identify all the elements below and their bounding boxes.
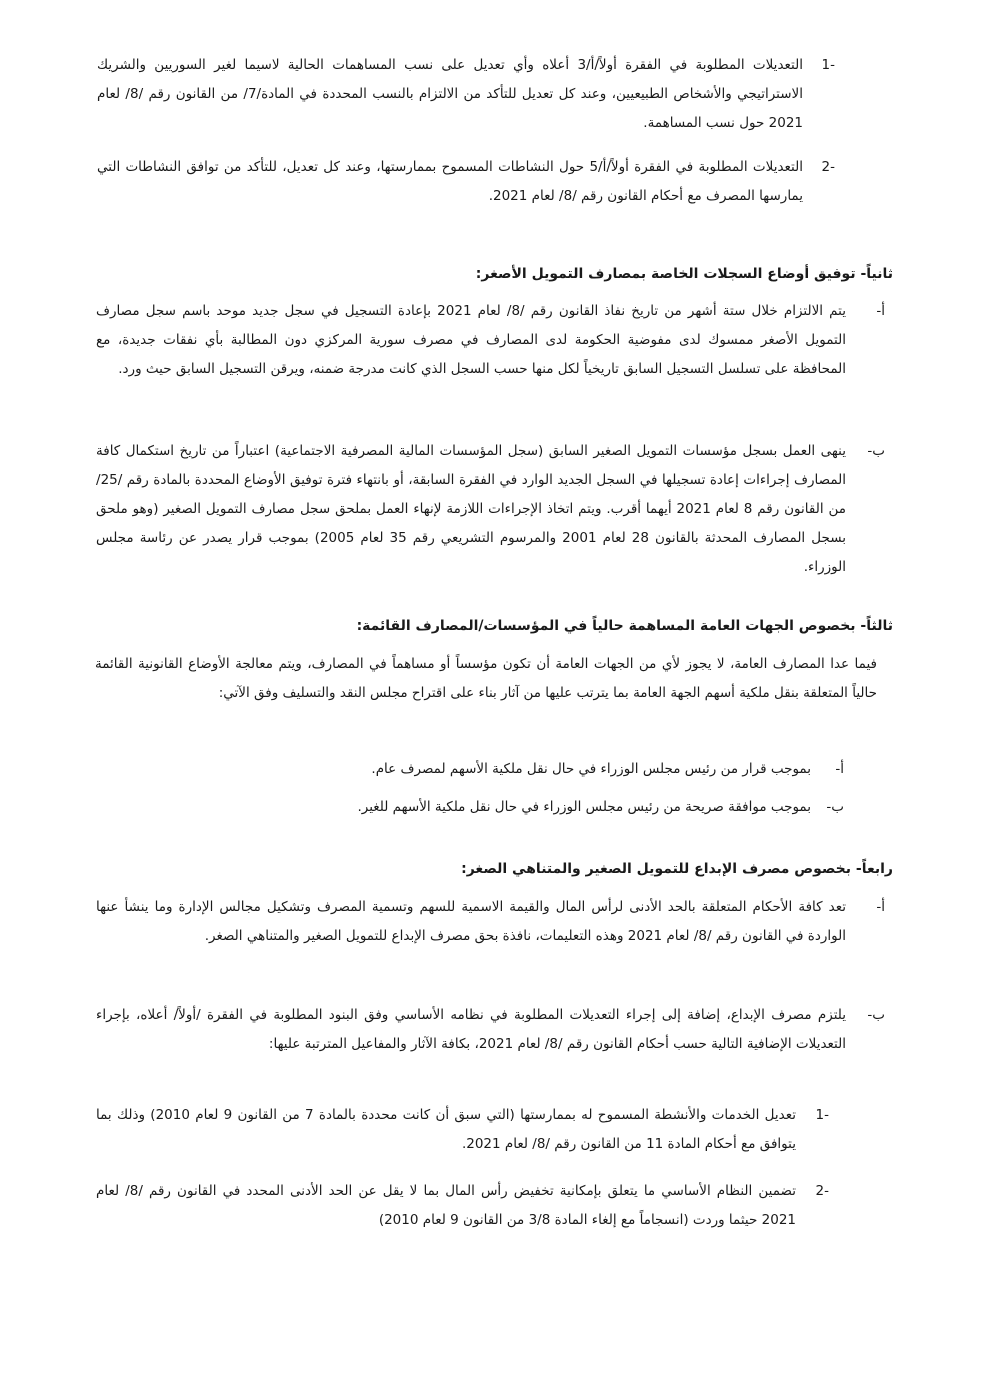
section3-body: فيما عدا المصارف العامة، لا يجوز لأي من الجهات العامة أن تكون مؤسساً أو مساهماً في المصارف، ويتم معالجة الأوضاع القانونية القائمة حالياً المتعلقة بنقل ملكية أسهم الجهة العامة بما يترتب عليها من آثار بناء على اقتراح مجلس النقد والتسليف وفق الآتي: (95, 656, 877, 701)
section4-item-a-text: تعد كافة الأحكام المتعلقة بالحد الأدنى لرأس المال والقيمة الاسمية للسهم وتسمية المصرف وتشكيل مجالس الإدارة وما ينشأ عنها الواردة في القانون رقم /8/ لعام 2021 وهذه التعليمات، نافذة بحق مصرف الإبداع للتمويل الصغير والمتناهي الصغر. (96, 899, 846, 944)
section4-item-b-text: يلتزم مصرف الإبداع، إضافة إلى إجراء التعديلات المطلوبة في نظامه الأساسي وفق البنود المطلوبة في الفقرة /أولاً/ أعلاه، بإجراء التعديلات الإضافية التالية حسب أحكام القانون رقم /8/ لعام 2021، بكافة الآثار والمفاعيل المترتبة عليها: (96, 1007, 846, 1052)
section3-item-a-text: بموجب قرار من رئيس مجلس الوزراء في حال نقل ملكية الأسهم لمصرف عام. (371, 761, 811, 777)
section-heading: رابعاً- بخصوص مصرف الإبداع للتمويل الصغير والمتناهي الصغر: (461, 861, 893, 877)
item-marker: أ- (876, 899, 885, 915)
section-heading: ثالثاً- بخصوص الجهات العامة المساهمة حالياً في المؤسسات/المصارف القائمة: (356, 618, 893, 634)
section-heading: ثانياً- توفيق أوضاع السجلات الخاصة بمصارف التمويل الأصغر: (475, 266, 893, 282)
item-marker: أ- (876, 303, 885, 319)
item-marker: ب- (867, 443, 885, 459)
item-marker: ب- (826, 799, 844, 815)
section3-item-b-text: بموجب موافقة صريحة من رئيس مجلس الوزراء في حال نقل ملكية الأسهم للغير. (357, 799, 811, 815)
item-marker: -1 (815, 1107, 829, 1123)
item-marker: -1 (821, 57, 835, 73)
item-2-text: التعديلات المطلوبة في الفقرة أولاً/أ/5 حول النشاطات المسموح بممارستها، وعند كل تعديل، للتأكد من توافق النشاطات التي يمارسها المصرف مع أحكام القانون رقم /8/ لعام 2021. (97, 159, 803, 204)
section4-sub-1-text: تعديل الخدمات والأنشطة المسموح له بممارستها (التي سبق أن كانت محددة بالمادة 7 من القانون 9 لعام 2010) وذلك بما يتوافق مع أحكام المادة 11 من القانون رقم /8/ لعام 2021. (96, 1107, 796, 1152)
item-marker: -2 (815, 1183, 829, 1199)
section2-item-a-text: يتم الالتزام خلال ستة أشهر من تاريخ نفاذ القانون رقم /8/ لعام 2021 بإعادة التسجيل في سجل جديد موحد باسم سجل مصارف التمويل الأصغر ممسوك لدى مفوضية الحكومة لدى المصارف في مصرف سورية المركزي دون المطالبة بأي نفقات جديدة، مع المحافظة على تسلسل التسجيل السابق تاريخياً لكل منها حسب السجل الذي كانت مدرجة ضمنه، ويرقن التسجيل السابق حيث ورد. (96, 303, 846, 377)
item-marker: أ- (835, 761, 844, 777)
item-marker: ب- (867, 1007, 885, 1023)
section2-item-b-text: ينهى العمل بسجل مؤسسات التمويل الصغير السابق (سجل المؤسسات المالية المصرفية الاجتماعية) اعتباراً من تاريخ استكمال كافة المصارف إجراءات إعادة تسجيلها في السجل الجديد الوارد في الفقرة السابقة، أو بانتهاء فترة توفيق الأوضاع المحددة بالمادة رقم /25/ من القانون رقم 8 لعام 2021 أيهما أقرب. ويتم اتخاذ الإجراءات اللازمة لإنهاء العمل بملحق سجل مصارف التمويل الصغير (وهو ملحق بسجل المصارف المحدثة بالقانون 28 لعام 2001 والمرسوم التشريعي رقم 35 لعام 2005) بموجب قرار يصدر عن رئاسة مجلس الوزراء. (96, 443, 846, 575)
item-marker: -2 (821, 159, 835, 175)
item-1-text: التعديلات المطلوبة في الفقرة أولاً/أ/3 أعلاه وأي تعديل على نسب المساهمات الحالية لاسيما لغير السوريين والشريك الاستراتيجي والأشخاص الطبيعيين، وعند كل تعديل للتأكد من الالتزام بالنسب المحددة في المادة/7/ من القانون رقم /8/ لعام 2021 حول نسب المساهمة. (97, 57, 803, 131)
section4-sub-2-text: تضمين النظام الأساسي ما يتعلق بإمكانية تخفيض رأس المال بما لا يقل عن الحد الأدنى المحدد في القانون رقم /8/ لعام 2021 حيثما وردت (انسجاماً مع إلغاء المادة 3/8 من القانون 9 لعام 2010) (96, 1183, 797, 1228)
